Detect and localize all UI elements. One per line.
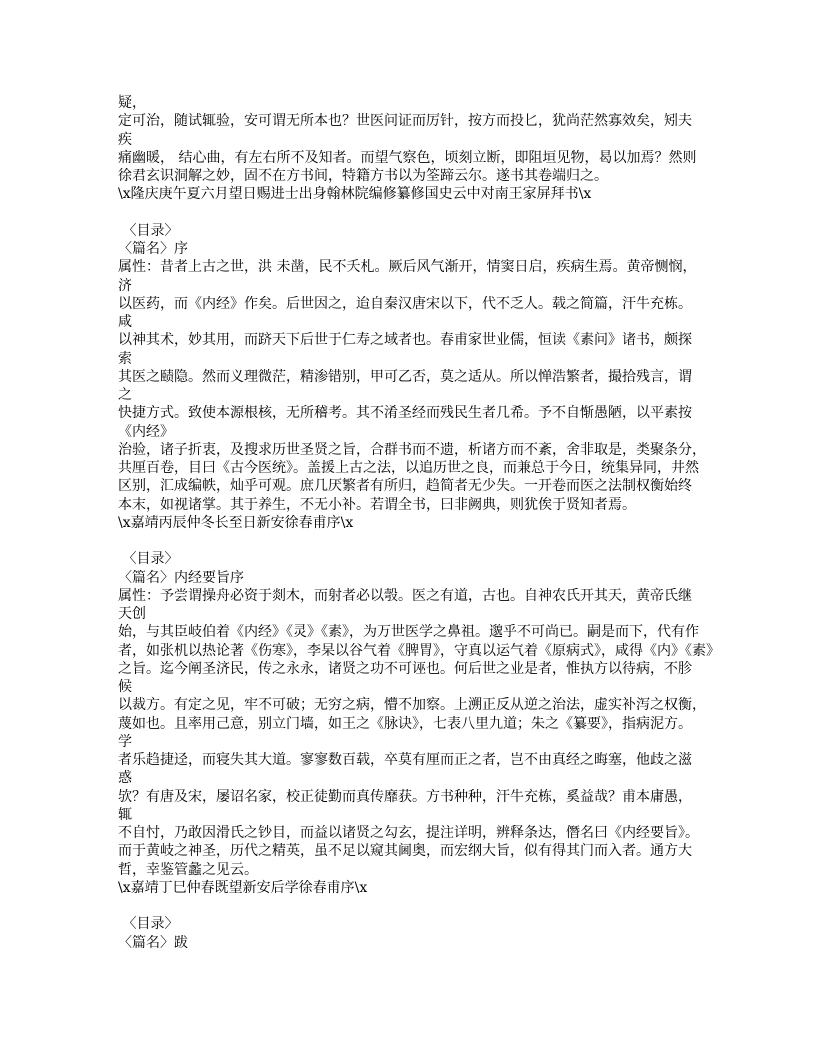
text-line: 痛幽暖， 结心曲，有左右所不及知者。而望气察色，顷刻立断，即阻垣见物，曷以加焉？然则 xyxy=(118,149,697,166)
text-line: 蔑如也。且率用己意，别立门墙，如王之《脉诀》，七表八里九道；朱之《纂要》，指病泥方。 xyxy=(118,715,692,732)
text-line: 快捷方式。致使本源根核，无所稽考。其不淆圣经而残民生者几希。予不自惭愚陋，以平素按 xyxy=(118,405,692,422)
text-line: 学 xyxy=(118,733,132,750)
text-line: 〈篇名〉序 xyxy=(118,241,188,257)
text-line: 天创 xyxy=(118,606,146,622)
text-line: 〈目录〉 xyxy=(118,916,179,933)
text-line: 不自忖，乃敢因滑氏之钞目，而益以诸贤之勾玄，提注详明，辨释条达，僭名曰《内经要旨》。 xyxy=(118,825,699,841)
text-line xyxy=(118,204,718,222)
text-line: 哲，幸鉴管蠡之见云。 xyxy=(118,861,258,878)
text-line: 本末，如视诸掌。其于养生，不无小补。若谓全书，曰非阙典，则犹俟于贤知者焉。 xyxy=(118,496,636,513)
text-line: 〈篇名〉跋 xyxy=(118,934,188,951)
text-line: 始，与其臣岐伯着《内经》《灵》《素》，为万世医学之鼻祖。邈乎不可尚已。嗣是而下，代有作 xyxy=(118,624,699,641)
text-line: 徐君玄识洞解之妙，固不在方书间，特籍方书以为筌蹄云尔。遂书其卷端归之。 xyxy=(118,168,608,184)
text-line: 而于黄岐之神圣，历代之精英，虽不足以窥其阃奥，而宏纲大旨，似有得其门而入者。通方大 xyxy=(118,843,692,860)
text-line: 共厘百卷，目曰《古今医统》。盖援上古之法，以追历世之良，而兼总于今日，统集异同，井然 xyxy=(118,460,699,476)
text-line: \x嘉靖丁巳仲春既望新安后学徐春甫序\x xyxy=(118,879,368,896)
text-line: 惑 xyxy=(118,770,132,787)
text-line: 疑， xyxy=(118,95,146,111)
text-line: 其医之赜隐。然而义理微茫，精渗错别，甲可乙否，莫之适从。所以惮浩繁者，撮拾残言，谓 xyxy=(118,368,692,385)
text-line: 〈篇名〉内经要旨序 xyxy=(118,569,244,586)
text-line: 治验，诸子折衷，及搜求历世圣贤之旨，合群书而不遗，析诸方而不紊，舍非取是，类聚条分， xyxy=(118,441,706,458)
text-line: \x嘉靖丙辰仲冬长至日新安徐春甫序\x xyxy=(118,514,354,531)
text-line: 定可治，随试辄验，安可谓无所本也？世医问证而厉针，按方而投匕，犹尚茫然寡效矣，矧夫 xyxy=(118,113,692,130)
text-line: 《内经》 xyxy=(118,423,174,440)
text-line: 者乐趋捷迳，而寝失其大道。寥寥数百载，卒莫有厘而正之者，岂不由真经之晦塞，他歧之滋 xyxy=(118,752,692,768)
text-line: \x隆庆庚午夏六月望日赐进士出身翰林院编修纂修国史云中对南王家屏拜书\x xyxy=(118,186,592,203)
text-line: 济 xyxy=(118,277,132,294)
text-line: 之 xyxy=(118,387,132,403)
text-line: 〈目录〉 xyxy=(118,551,179,568)
text-line: 候 xyxy=(118,679,132,695)
text-line: 以神其术，妙其用，而跻天下后世于仁寿之域者也。春甫家世业儒，恒读《素问》诸书，颇探 xyxy=(118,332,692,349)
document-body xyxy=(118,94,718,952)
text-line: 以医药，而《内经》作矣。后世因之，迨自秦汉唐宋以下，代不乏人。载之简篇，汗牛充栋。 xyxy=(118,295,692,312)
text-line: 以裁方。有定之见，牢不可破；无穷之病，懵不加察。上溯正反从逆之治法，虚实补泻之权衡， xyxy=(118,697,706,714)
text-line: 辄 xyxy=(118,806,132,823)
text-line: 者，如张机以热论著《伤寒》，李杲以谷气着《脾胃》，守真以运气着《原病式》，咸得《内》《素》 xyxy=(118,642,720,659)
text-line: 〈目录〉 xyxy=(118,222,179,239)
text-line: 区别，汇成编帙，灿乎可观。庶几厌繁者有所归，趋简者无少失。一开卷而医之法制权衡始终 xyxy=(118,478,692,495)
text-line: 属性：予尝谓操舟必资于剡木，而射者必以彀。医之有道，古也。自神农氏开其天，黄帝氏继 xyxy=(118,587,692,604)
text-line: 之旨。迄今阐圣济民，传之永永，诸贤之功不可诬也。何后世之业是者，惟执方以待病，不胗 xyxy=(118,660,692,677)
text-line: 索 xyxy=(118,350,132,367)
text-line: 疾 xyxy=(118,131,132,148)
text-line: 欤？有唐及宋，屡诏名家，校正徒勤而真传靡获。方书种种，汗牛充栋，奚益哉？甫本庸愚， xyxy=(118,788,692,805)
text-line: 咸 xyxy=(118,314,132,330)
text-line xyxy=(118,897,718,915)
text-line: 属性：昔者上古之世，洪 未凿，民不夭札。厥后风气渐开，情窦日启，疾病生焉。黄帝恻悯， xyxy=(118,259,697,276)
text-line xyxy=(118,532,718,550)
